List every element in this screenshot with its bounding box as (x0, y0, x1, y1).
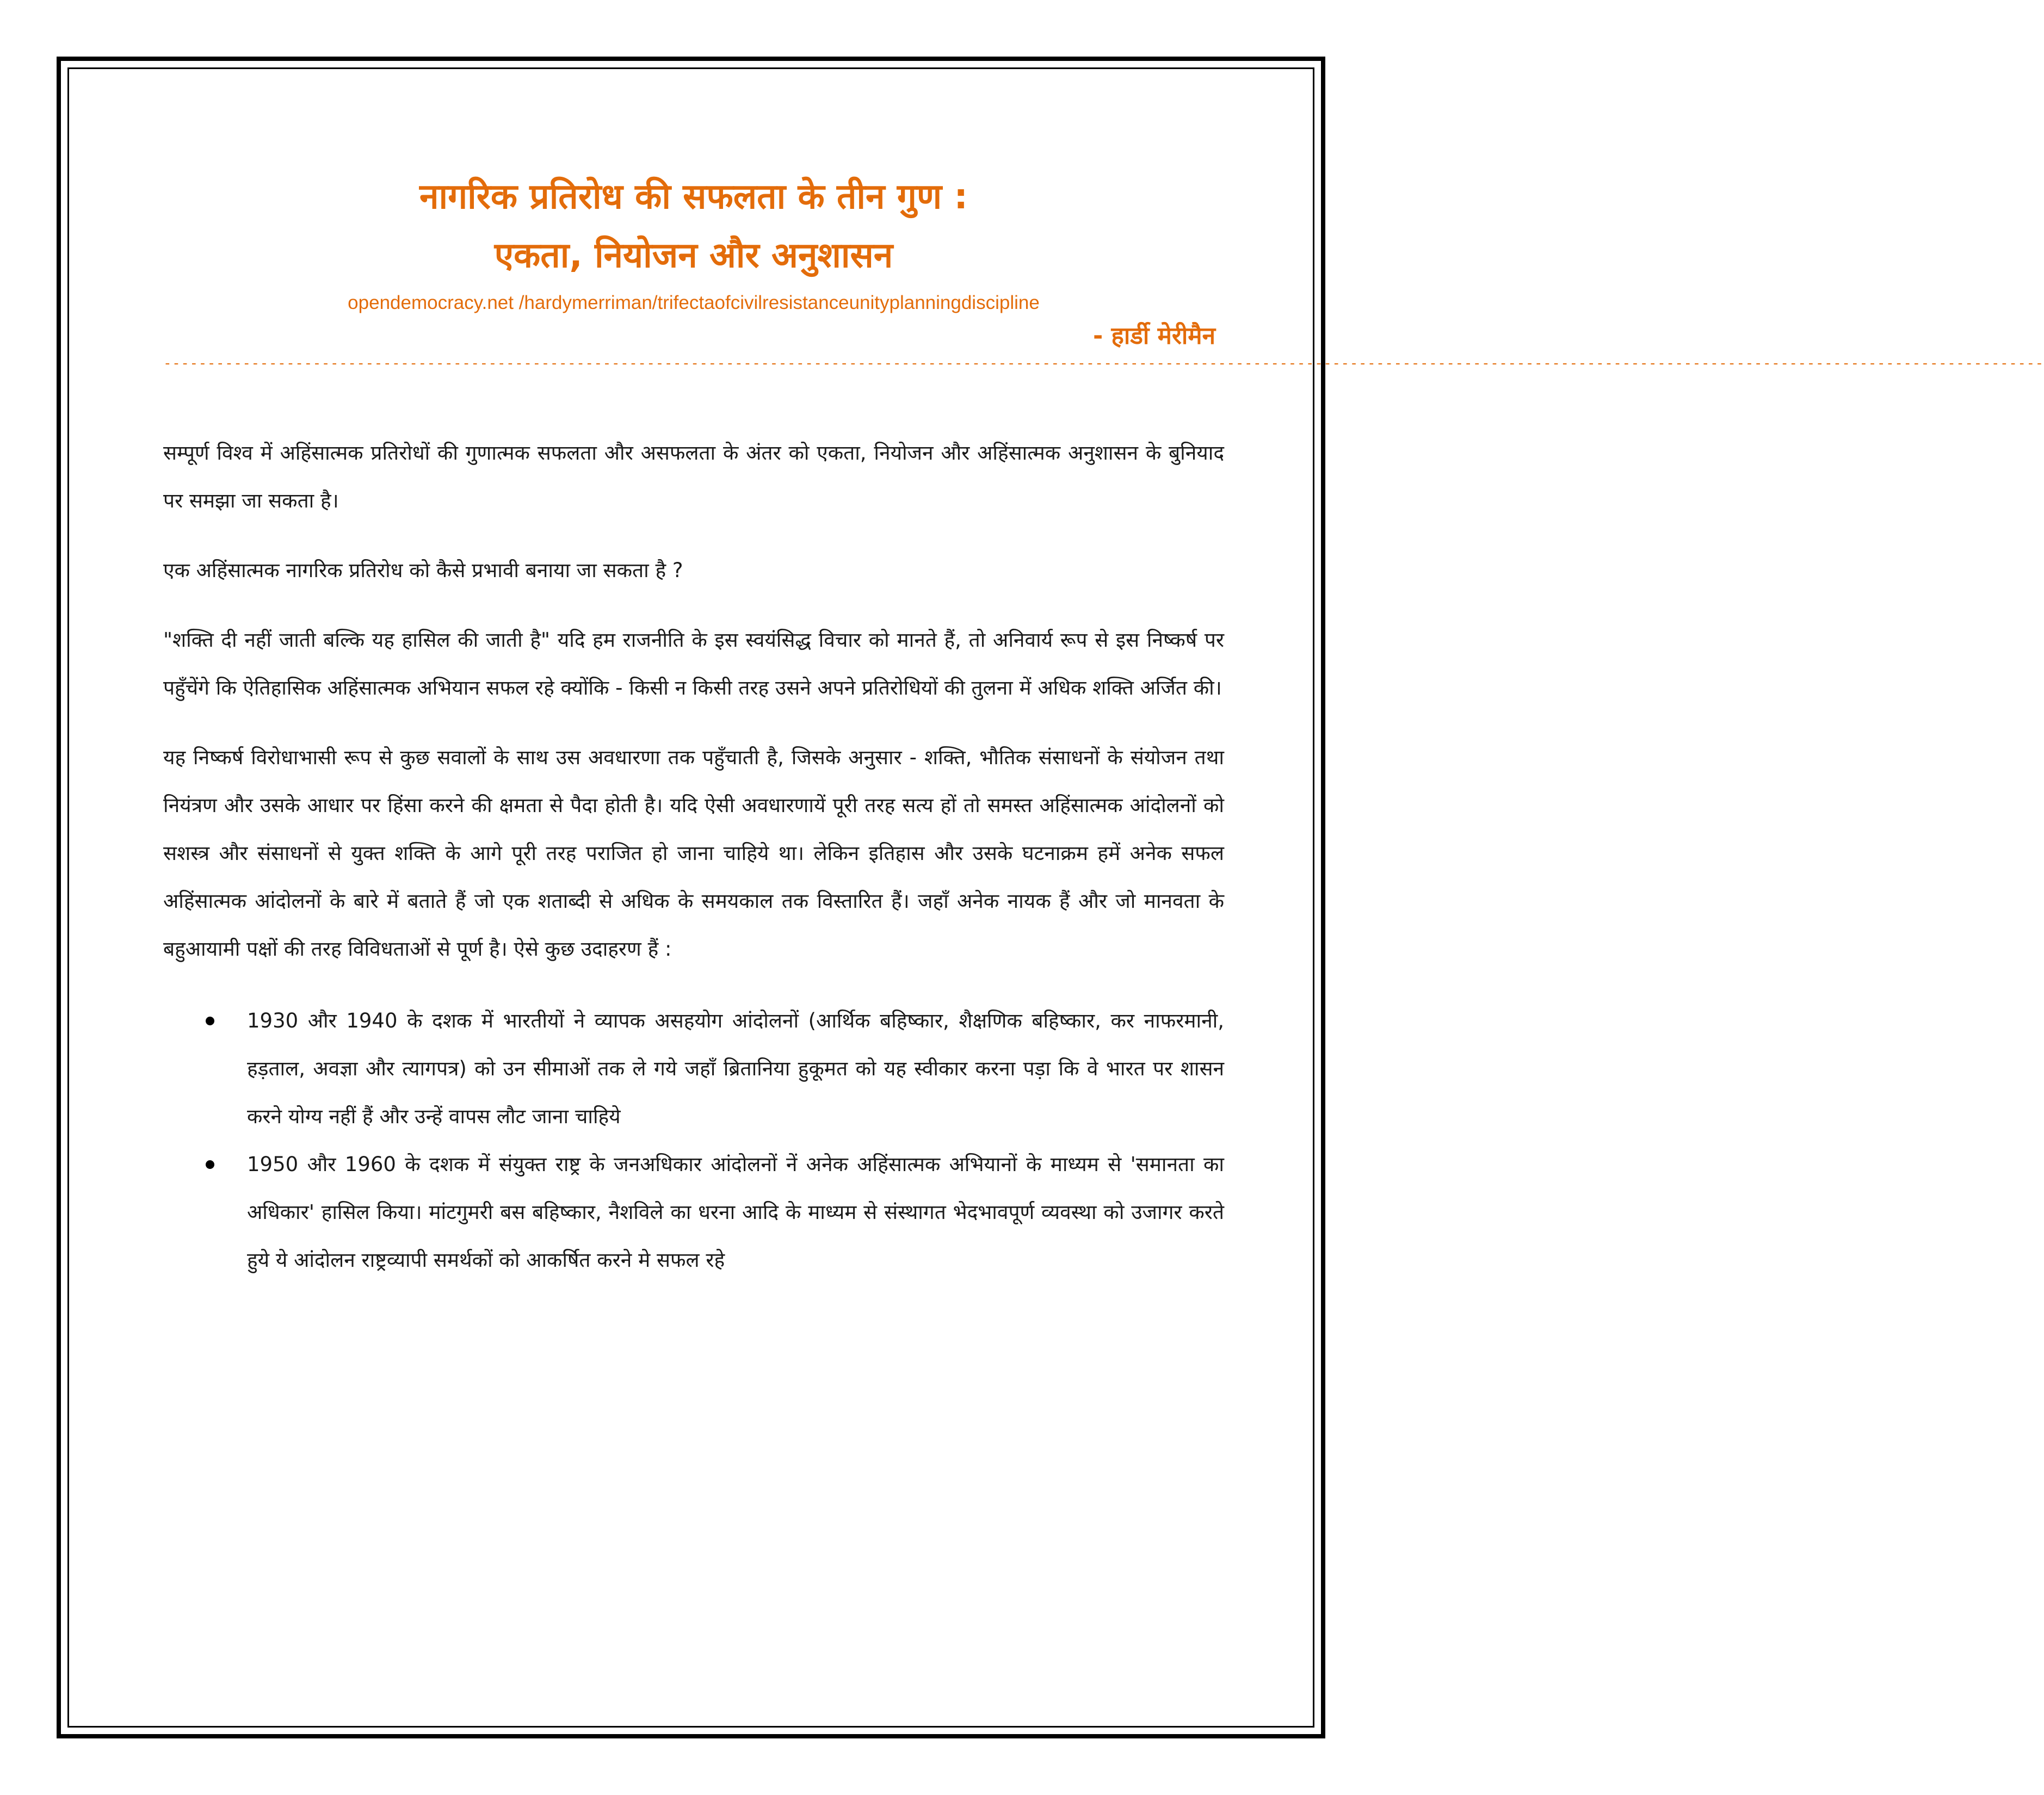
title-line-1: नागरिक प्रतिरोध की सफलता के तीन गुण : (419, 177, 968, 217)
list-item (163, 1141, 1224, 1284)
paragraph-power-quote: "शक्ति दी नहीं जाती बल्कि यह हासिल की जाती है" यदि हम राजनीति के इस स्वयंसिद्ध विचार को मानते हैं, तो अनिवार्य रूप से इस निष्कर्ष पर पहुँचेंगे कि ऐतिहासिक अहिंसात्मक अभियान सफल रहे क्योंकि - किसी न किसी तरह उसने अपने प्रतिरोधियों की तुलना में अधिक शक्ति अर्जित की। (163, 628, 1224, 700)
title-line-2: एकता, नियोजन और अनुशासन (494, 236, 893, 276)
document-body (163, 177, 2044, 1284)
separator-dashed-line: ---------------------------------------------------------------------------------------------------------------------------------------------------------------------------------------------------------------------- (163, 355, 2044, 372)
source-link[interactable]: opendemocracy.net /hardymerriman/trifectaofcivilresistanceunityplanningdiscipline (348, 292, 1040, 313)
bullet-icon (206, 1017, 214, 1025)
paragraph-conclusion: यह निष्कर्ष विरोधाभासी रूप से कुछ सवालों के साथ उस अवधारणा तक पहुँचाती है, जिसके अनुसार - शक्ति, भौतिक संसाधनों के संयोजन तथा नियंत्रण और उसके आधार पर हिंसा करने की क्षमता से पैदा होती है। यदि ऐसी अवधारणायें पूरी तरह सत्य हों तो समस्त अहिंसात्मक आंदोलनों को सशस्त्र और संसाधनों से युक्त शक्ति के आगे पूरी तरह पराजित हो जाना चाहिये था। लेकिन इतिहास और उसके घटनाक्रम हमें अनेक सफल अहिंसात्मक आंदोलनों के बारे में बताते हैं जो एक शताब्दी से अधिक के समयकाल तक विस्तारित हैं। जहाँ अनेक नायक हैं और जो मानवता के बहुआयामी पक्षों की तरह विविधताओं से पूर्ण है। ऐसे कुछ उदाहरण हैं : (163, 745, 1224, 961)
list-item-text: 1930 और 1940 के दशक में भारतीयों ने व्यापक असहयोग आंदोलनों (आर्थिक बहिष्कार, शैक्षणिक बहिष्कार, कर नाफरमानी, हड़ताल, अवज्ञा और त्यागपत्र) को उन सीमाओं तक ले गये जहाँ ब्रितानिया हुकूमत को यह स्वीकार करना पड़ा कि वे भारत पर शासन करने योग्य नहीं हैं और उन्हें वापस लौट जाना चाहिये (247, 1008, 1224, 1128)
paragraph-intro: सम्पूर्ण विश्व में अहिंसात्मक प्रतिरोधों की गुणात्मक सफलता और असफलता के अंतर को एकता, नियोजन और अहिंसात्मक अनुशासन के बुनियाद पर समझा जा सकता है। (163, 441, 1224, 512)
list-item (163, 997, 1224, 1141)
examples-list (163, 997, 1224, 1284)
bullet-icon (206, 1160, 214, 1169)
list-item-text: 1950 और 1960 के दशक में संयुक्त राष्ट्र के जनअधिकार आंदोलनों नें अनेक अहिंसात्मक अभियानों के माध्यम से 'समानता का अधिकार' हासिल किया। मांटगुमरी बस बहिष्कार, नैशविले का धरना आदि के माध्यम से संस्थागत भेदभावपूर्ण व्यवस्था को उजागर करते हुये ये आंदोलन राष्ट्रव्यापी समर्थकों को आकर्षित करने मे सफल रहे (247, 1152, 1224, 1272)
paragraph-question: एक अहिंसात्मक नागरिक प्रतिरोध को कैसे प्रभावी बनाया जा सकता है ? (163, 558, 683, 582)
author-name: - हार्डी मेरीमैन (1092, 322, 1215, 350)
